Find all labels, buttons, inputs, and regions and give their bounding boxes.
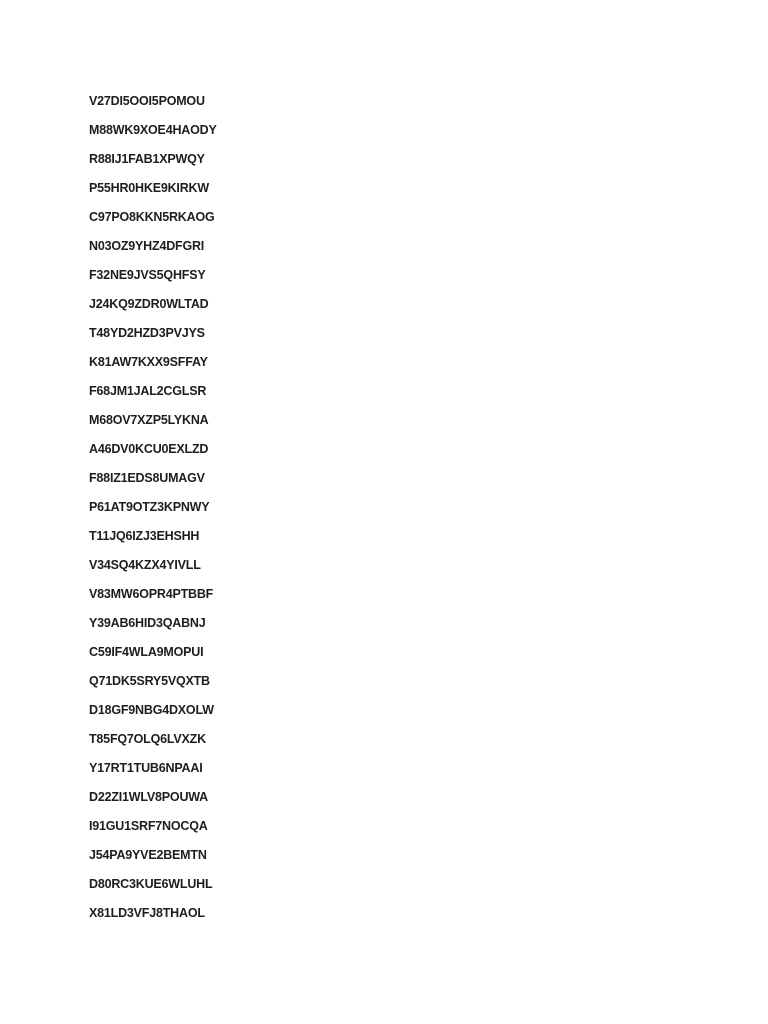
code-line: R88IJ1FAB1XPWQY — [89, 152, 205, 166]
code-line: J54PA9YVE2BEMTN — [89, 848, 207, 862]
code-line: T48YD2HZD3PVJYS — [89, 326, 205, 340]
code-line: N03OZ9YHZ4DFGRI — [89, 239, 205, 253]
code-line: I91GU1SRF7NOCQA — [89, 819, 208, 833]
code-line: Q71DK5SRY5VQXTB — [89, 674, 210, 688]
code-line: D80RC3KUE6WLUHL — [89, 877, 213, 891]
code-line: F88IZ1EDS8UMAGV — [89, 471, 205, 485]
code-line: D22ZI1WLV8POUWA — [89, 790, 209, 804]
code-line: T11JQ6IZJ3EHSHH — [89, 529, 200, 543]
code-line: A46DV0KCU0EXLZD — [89, 442, 209, 456]
code-line: K81AW7KXX9SFFAY — [89, 355, 208, 369]
code-line: C97PO8KKN5RKAOG — [89, 210, 215, 224]
code-line: P61AT9OTZ3KPNWY — [89, 500, 210, 514]
code-line: M68OV7XZP5LYKNA — [89, 413, 209, 427]
code-line: P55HR0HKE9KIRKW — [89, 181, 209, 195]
code-line: T85FQ7OLQ6LVXZK — [89, 732, 206, 746]
code-line: F68JM1JAL2CGLSR — [89, 384, 207, 398]
code-line: Y39AB6HID3QABNJ — [89, 616, 206, 630]
code-list — [89, 92, 217, 933]
code-line: V83MW6OPR4PTBBF — [89, 587, 214, 601]
code-line: M88WK9XOE4HAODY — [89, 123, 217, 137]
code-line: F32NE9JVS5QHFSY — [89, 268, 206, 282]
code-line: Y17RT1TUB6NPAAI — [89, 761, 203, 775]
code-line: C59IF4WLA9MOPUI — [89, 645, 204, 659]
code-line: V34SQ4KZX4YIVLL — [89, 558, 201, 572]
code-line: J24KQ9ZDR0WLTAD — [89, 297, 209, 311]
code-line: D18GF9NBG4DXOLW — [89, 703, 214, 717]
code-line: V27DI5OOI5POMOU — [89, 94, 205, 108]
code-line: X81LD3VFJ8THAOL — [89, 906, 205, 920]
